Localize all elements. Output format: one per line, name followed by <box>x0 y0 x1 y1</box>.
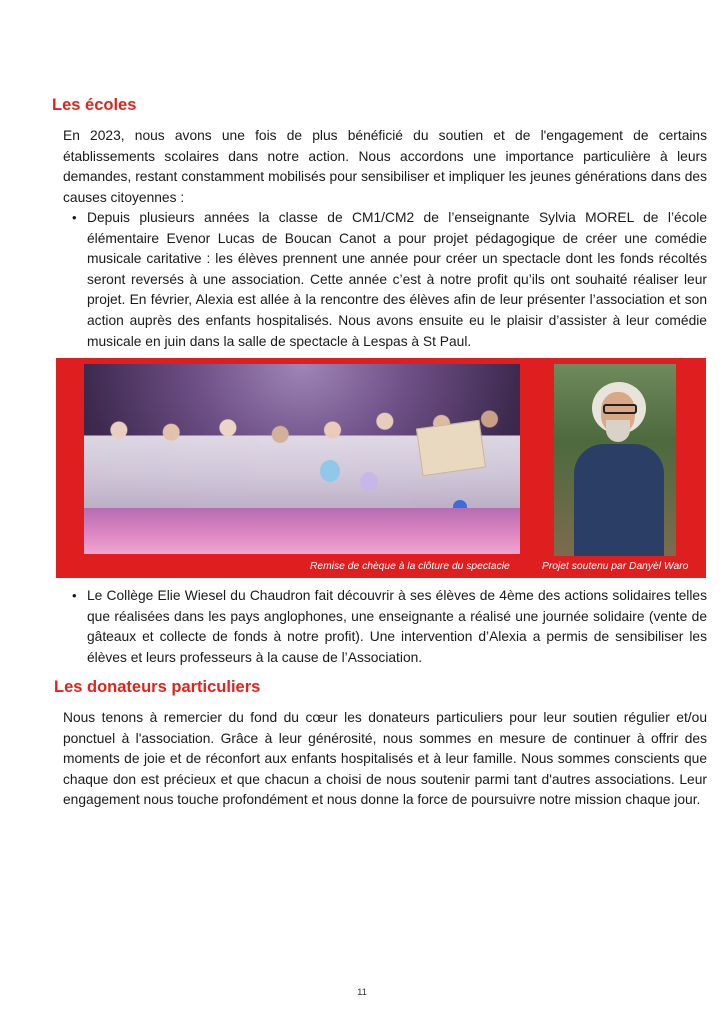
photo-portrait-danyel-waro <box>554 364 676 556</box>
balloon-shape <box>320 460 340 482</box>
photo-stage-show <box>84 364 520 554</box>
balloon-shape <box>360 472 378 492</box>
donors-paragraph: Nous tenons à remercier du fond du cœur les donateurs particuliers pour leur soutien régulier et/ou ponctuel à l'association. Grâce à leur générosité, nous sommes en mesure de continuer à offrir des moments de joie et de réconfort aux enfants hospitalisés et à leur famille. Nous sommes conscients que chaque don est précieux et que chacun a choisi de nous soutenir parmi tant d'autres associations. Leur engagement nous touche profondément et nous donne la force de poursuivre notre mission chaque jour. <box>63 710 707 808</box>
photo-band <box>56 358 706 578</box>
schools-bullet-list-1 <box>72 208 707 352</box>
bullet-icon: • <box>72 210 77 225</box>
page-number: 11 <box>357 987 367 998</box>
list-item <box>72 586 707 668</box>
bullet-icon: • <box>72 588 77 603</box>
list-item <box>72 208 707 352</box>
caption-danyel-waro: Projet soutenu par Danyèl Waro <box>542 561 689 572</box>
bullet-text-cm1-cm2: Depuis plusieurs années la classe de CM1/CM2 de l’enseignante Sylvia MOREL de l’école élémentaire Evenor Lucas de Boucan Canot a pour projet pédagogique de créer une comédie musicale caritative : les élèves prennent une année pour créer un spectacle dont les fonds récoltés seront reversés à une association. Cette année c’est à notre profit qu’ils ont souhaité réaliser leur projet. En février, Alexia est allée à la rencontre des élèves afin de leur présenter l’association et son action auprès des enfants hospitalisés. Nous avons ensuite eu le plaisir d’assister à leur comédie musicale en juin dans la salle de spectacle à Lespas à St Paul. <box>87 210 707 349</box>
schools-bullet-list-2 <box>72 586 707 668</box>
caption-cheque: Remise de chèque à la clôture du spectacle <box>310 561 510 572</box>
photo-stage-floor <box>84 508 520 554</box>
section-title-schools: Les écoles <box>52 96 137 114</box>
portrait-shirt <box>574 444 664 556</box>
bullet-text-college: Le Collège Elie Wiesel du Chaudron fait découvrir à ses élèves de 4ème des actions solidaires telles que réalisées dans les pays anglophones, une enseignante a réalisé une journée solidaire (vente de gâteaux et collecte de fonds à notre profit). Une intervention d’Alexia a permis de sensibiliser les élèves et leurs professeurs à la cause de l’Association. <box>87 588 707 665</box>
schools-intro-paragraph: En 2023, nous avons une fois de plus bénéficié du soutien et de l'engagement de certains établissements scolaires dans notre action. Nous accordons une importance particulière à leurs demandes, restant constamment mobilisés pour sensibiliser et impliquer les jeunes générations dans des causes citoyennes : <box>63 128 707 205</box>
portrait-glasses <box>603 404 637 414</box>
portrait-beard <box>606 420 630 442</box>
section-title-donors: Les donateurs particuliers <box>54 678 261 696</box>
photo-cheque-sign <box>416 420 486 476</box>
